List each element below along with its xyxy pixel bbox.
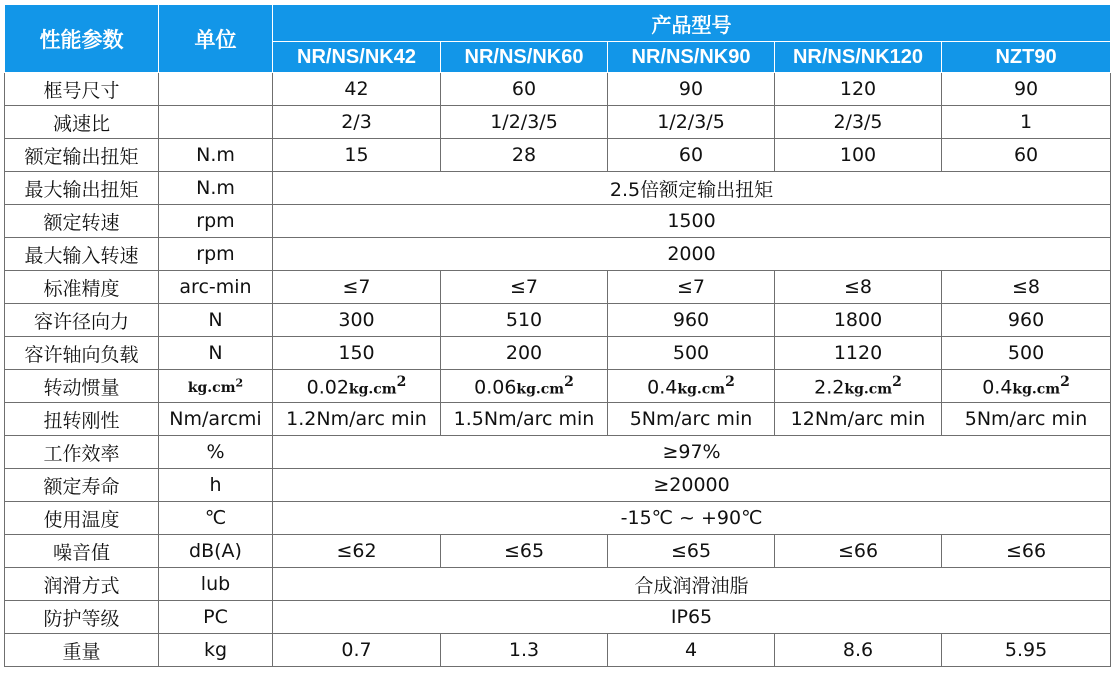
value-unit-exponent: 2 xyxy=(396,373,407,390)
row-span-value: ≥97% xyxy=(273,436,1111,469)
row-label: 防护等级 xyxy=(5,601,159,634)
row-value xyxy=(942,370,1111,403)
value-unit: kg.cm xyxy=(1012,381,1061,398)
row-label: 扭转刚性 xyxy=(5,403,159,436)
row-unit: arc-min xyxy=(159,271,273,304)
spec-table xyxy=(4,4,1111,667)
row-label: 标准精度 xyxy=(5,271,159,304)
row-value: 300 xyxy=(273,304,441,337)
row-value: 0.7 xyxy=(273,634,441,667)
row-unit: rpm xyxy=(159,238,273,271)
table-row xyxy=(5,73,1111,106)
row-label: 最大输出扭矩 xyxy=(5,172,159,205)
value-unit: kg.cm xyxy=(844,381,893,398)
header-model: NR/NS/NK60 xyxy=(441,42,608,73)
row-label: 额定输出扭矩 xyxy=(5,139,159,172)
row-value: 120 xyxy=(775,73,942,106)
row-value: 1/2/3/5 xyxy=(441,106,608,139)
value-number: 0.02 xyxy=(306,376,349,399)
table-row xyxy=(5,106,1111,139)
row-value: 90 xyxy=(942,73,1111,106)
value-unit-exponent: 2 xyxy=(564,373,574,390)
row-value: 60 xyxy=(608,139,775,172)
row-value: ≤65 xyxy=(608,535,775,568)
row-value: ≤7 xyxy=(608,271,775,304)
table-row xyxy=(5,337,1111,370)
row-span-value: 1500 xyxy=(273,205,1111,238)
row-value: 150 xyxy=(273,337,441,370)
row-unit: Nm/arcmi xyxy=(159,403,273,436)
table-row xyxy=(5,238,1111,271)
row-value: 1.2Nm/arc min xyxy=(273,403,441,436)
table-row xyxy=(5,502,1111,535)
row-label: 最大输入转速 xyxy=(5,238,159,271)
row-label: 框号尺寸 xyxy=(5,73,159,106)
row-span-value: -15℃ ~ +90℃ xyxy=(273,502,1111,535)
row-value: 5Nm/arc min xyxy=(608,403,775,436)
row-unit: dB(A) xyxy=(159,535,273,568)
row-value: 960 xyxy=(608,304,775,337)
table-row xyxy=(5,304,1111,337)
header-model: NZT90 xyxy=(942,42,1111,73)
row-unit: N xyxy=(159,304,273,337)
header-model: NR/NS/NK120 xyxy=(775,42,942,73)
row-value xyxy=(441,370,608,403)
row-value: 60 xyxy=(942,139,1111,172)
row-value: 960 xyxy=(942,304,1111,337)
value-unit: kg.cm xyxy=(516,381,565,398)
table-row xyxy=(5,568,1111,601)
row-value xyxy=(608,370,775,403)
row-unit: N xyxy=(159,337,273,370)
header-unit: 单位 xyxy=(159,5,273,73)
row-value: 100 xyxy=(775,139,942,172)
row-label: 工作效率 xyxy=(5,436,159,469)
row-value: 28 xyxy=(441,139,608,172)
row-value xyxy=(273,370,441,403)
row-value: ≤66 xyxy=(775,535,942,568)
header-product-model: 产品型号 xyxy=(273,5,1111,42)
value-number: 2.2 xyxy=(814,376,845,399)
row-value xyxy=(775,370,942,403)
row-label: 重量 xyxy=(5,634,159,667)
row-value: 1120 xyxy=(775,337,942,370)
row-unit: h xyxy=(159,469,273,502)
row-value: 8.6 xyxy=(775,634,942,667)
row-value: 510 xyxy=(441,304,608,337)
row-value: 15 xyxy=(273,139,441,172)
table-row xyxy=(5,271,1111,304)
value-number: 0.4 xyxy=(982,376,1013,399)
spec-table-body xyxy=(5,73,1111,667)
unit-base: kg.cm xyxy=(187,380,236,396)
row-value: ≤62 xyxy=(273,535,441,568)
row-unit: PC xyxy=(159,601,273,634)
row-value: ≤65 xyxy=(441,535,608,568)
row-label: 润滑方式 xyxy=(5,568,159,601)
value-unit-exponent: 2 xyxy=(725,373,735,390)
value-unit-exponent: 2 xyxy=(892,373,902,390)
row-span-value: 2.5倍额定输出扭矩 xyxy=(273,172,1111,205)
row-value: ≤66 xyxy=(942,535,1111,568)
row-label: 噪音值 xyxy=(5,535,159,568)
row-value: 1.3 xyxy=(441,634,608,667)
row-label: 额定寿命 xyxy=(5,469,159,502)
table-row xyxy=(5,403,1111,436)
row-label: 减速比 xyxy=(5,106,159,139)
table-row xyxy=(5,172,1111,205)
row-value: ≤7 xyxy=(273,271,441,304)
row-value: 1/2/3/5 xyxy=(608,106,775,139)
row-value: 1800 xyxy=(775,304,942,337)
table-row xyxy=(5,535,1111,568)
row-label: 转动惯量 xyxy=(5,370,159,403)
row-label: 使用温度 xyxy=(5,502,159,535)
row-value: 60 xyxy=(441,73,608,106)
value-unit: kg.cm xyxy=(677,381,726,398)
row-label: 额定转速 xyxy=(5,205,159,238)
row-value: 12Nm/arc min xyxy=(775,403,942,436)
row-value: 200 xyxy=(441,337,608,370)
table-row xyxy=(5,205,1111,238)
row-value: 1 xyxy=(942,106,1111,139)
row-value: ≤8 xyxy=(775,271,942,304)
row-unit xyxy=(159,106,273,139)
row-unit: N.m xyxy=(159,172,273,205)
row-value: ≤8 xyxy=(942,271,1111,304)
header-model: NR/NS/NK90 xyxy=(608,42,775,73)
row-value: 42 xyxy=(273,73,441,106)
row-value: 90 xyxy=(608,73,775,106)
row-label: 容许轴向负载 xyxy=(5,337,159,370)
unit-exponent: 2 xyxy=(235,376,244,390)
row-unit xyxy=(159,73,273,106)
row-unit: ℃ xyxy=(159,502,273,535)
row-value: 2/3/5 xyxy=(775,106,942,139)
row-value: 5Nm/arc min xyxy=(942,403,1111,436)
table-row xyxy=(5,601,1111,634)
value-unit-exponent: 2 xyxy=(1060,373,1070,390)
spec-table-container xyxy=(4,4,1111,667)
value-number: 0.06 xyxy=(474,376,517,399)
row-span-value: IP65 xyxy=(273,601,1111,634)
header-model: NR/NS/NK42 xyxy=(273,42,441,73)
row-value: 4 xyxy=(608,634,775,667)
value-number: 0.4 xyxy=(647,376,678,399)
row-value: 500 xyxy=(942,337,1111,370)
row-unit: rpm xyxy=(159,205,273,238)
row-value: 500 xyxy=(608,337,775,370)
row-value: 2/3 xyxy=(273,106,441,139)
table-row xyxy=(5,634,1111,667)
row-value: 1.5Nm/arc min xyxy=(441,403,608,436)
row-unit: % xyxy=(159,436,273,469)
row-unit xyxy=(159,370,273,403)
header-param: 性能参数 xyxy=(5,5,159,73)
row-unit: lub xyxy=(159,568,273,601)
row-unit: N.m xyxy=(159,139,273,172)
table-row xyxy=(5,469,1111,502)
row-span-value: ≥20000 xyxy=(273,469,1111,502)
row-label: 容许径向力 xyxy=(5,304,159,337)
row-value: ≤7 xyxy=(441,271,608,304)
table-row xyxy=(5,436,1111,469)
table-row xyxy=(5,139,1111,172)
table-row xyxy=(5,370,1111,403)
row-value: 5.95 xyxy=(942,634,1111,667)
value-unit: kg.cm xyxy=(348,381,397,398)
row-span-value: 合成润滑油脂 xyxy=(273,568,1111,601)
row-unit: kg xyxy=(159,634,273,667)
row-span-value: 2000 xyxy=(273,238,1111,271)
